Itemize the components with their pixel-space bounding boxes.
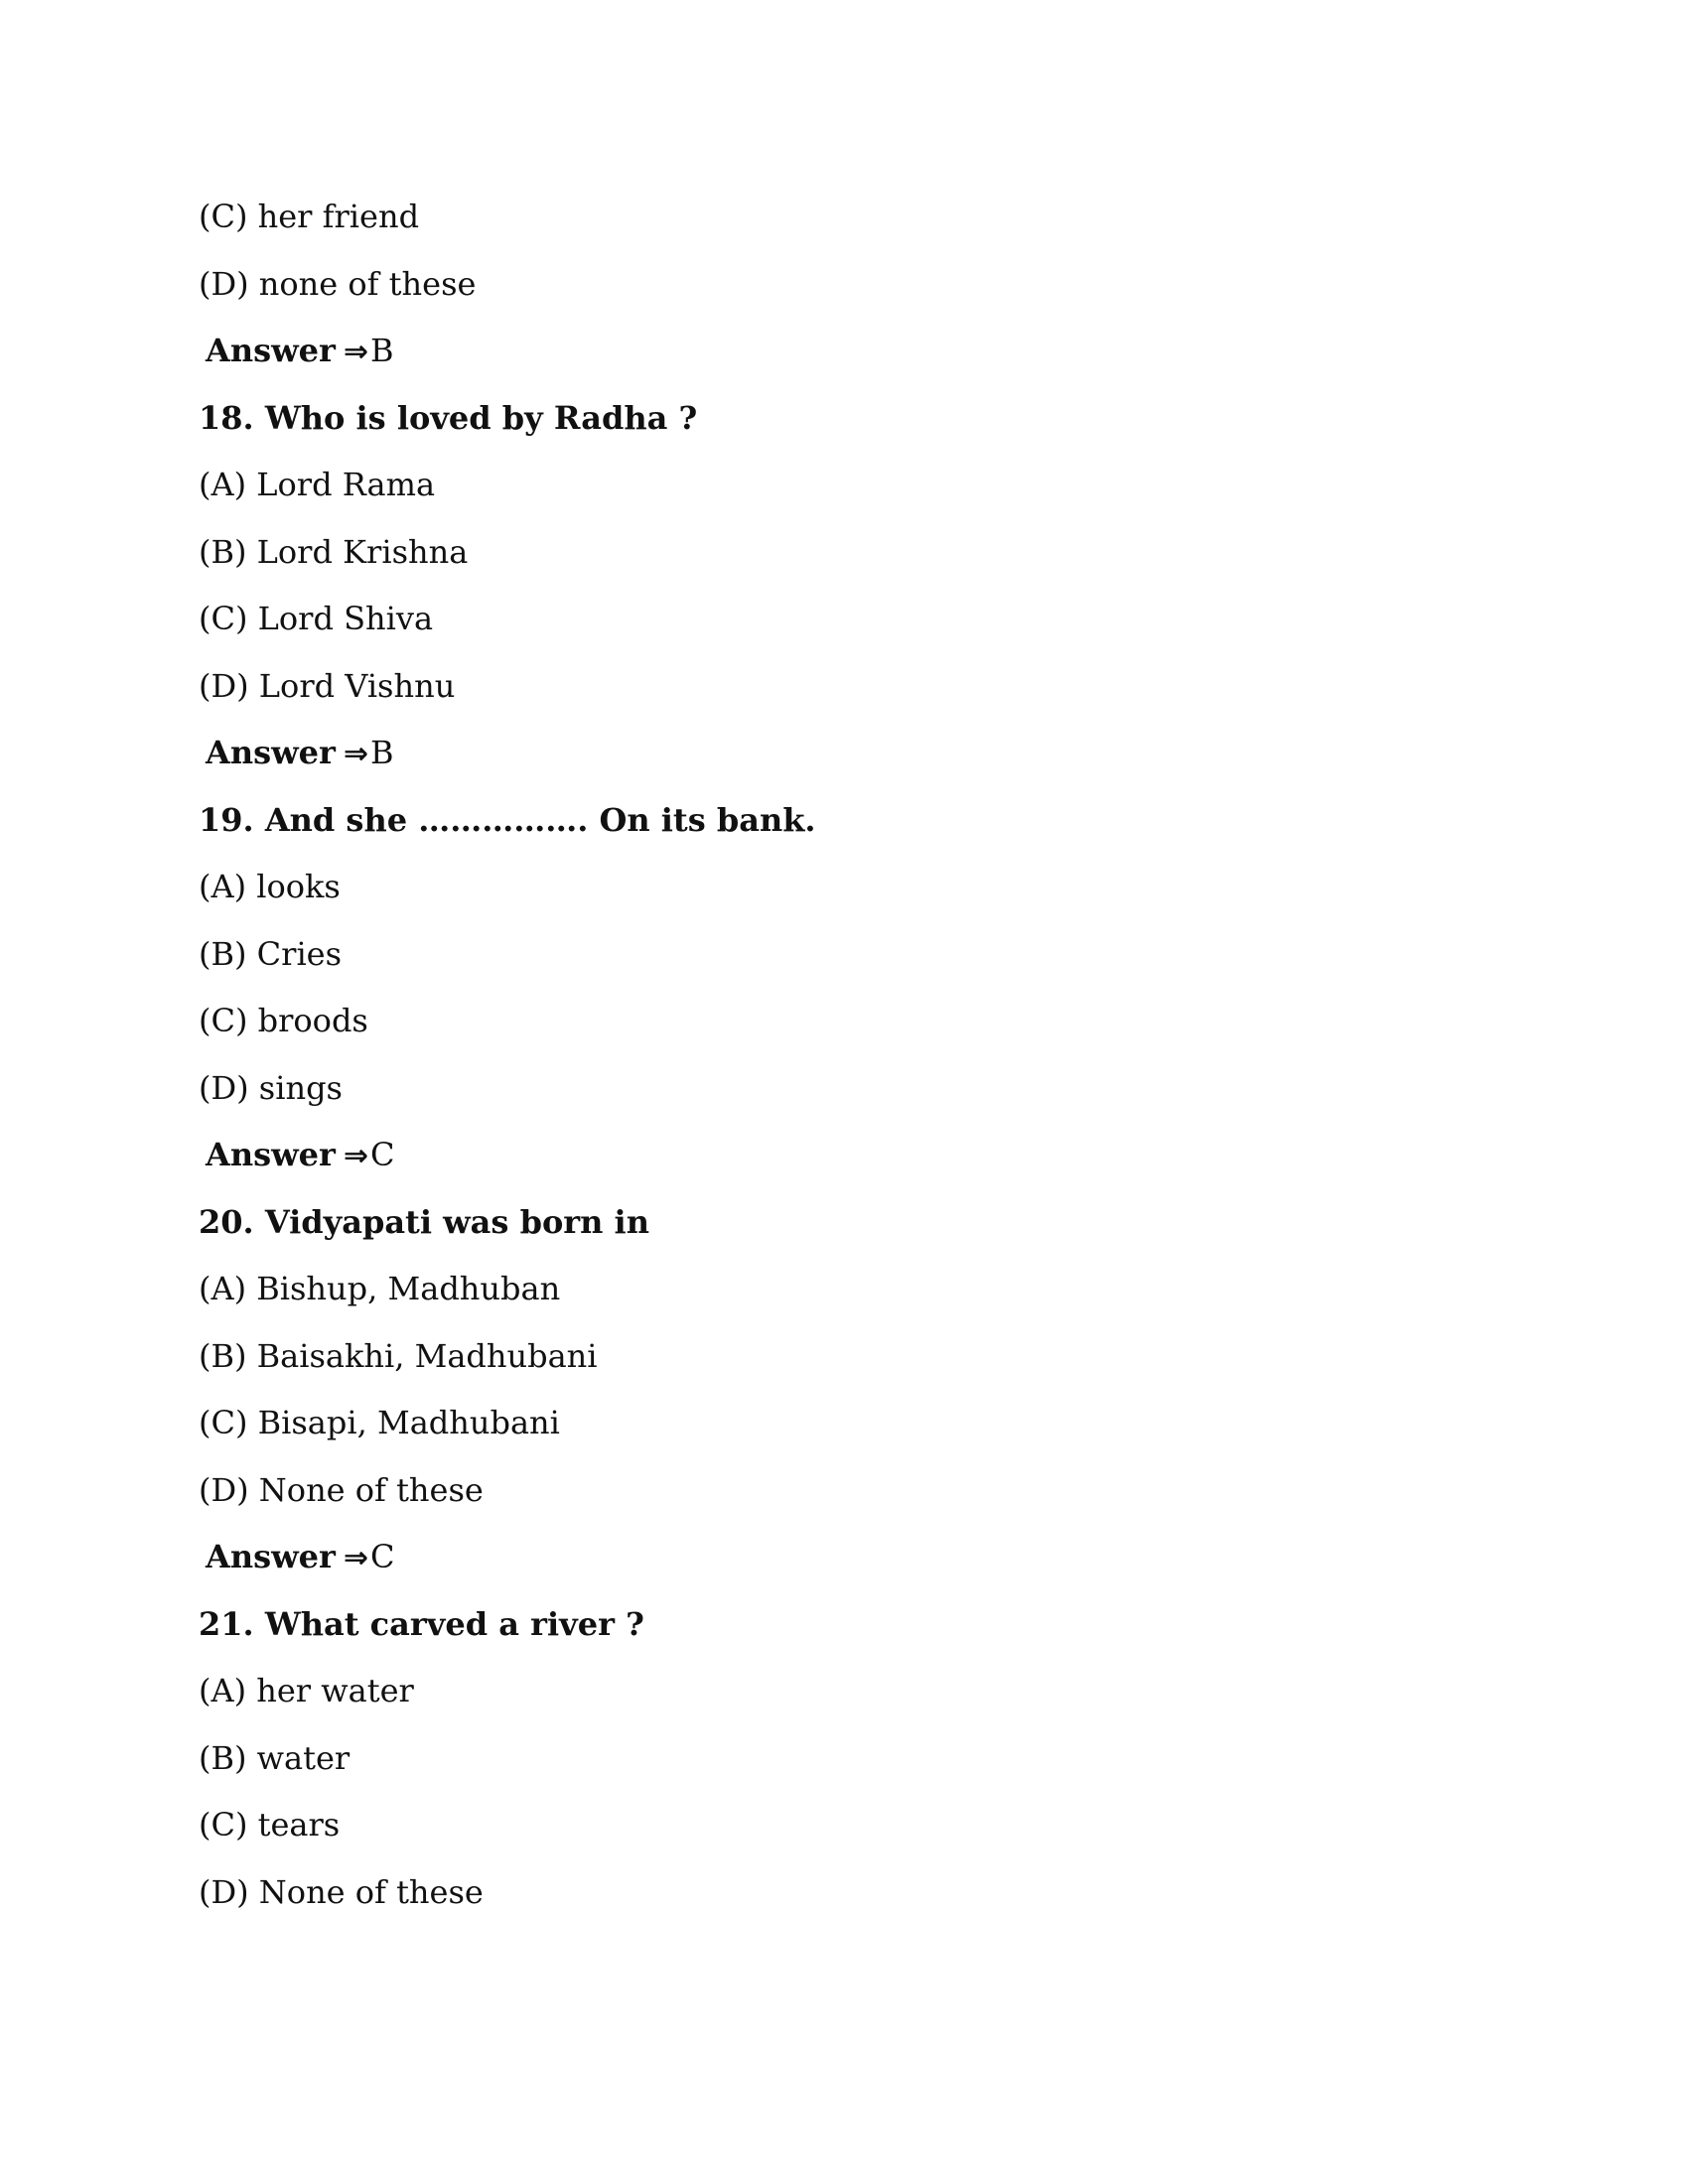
option-a: (A) Lord Rama — [199, 466, 436, 503]
answer-line — [206, 331, 394, 370]
answer-value: C — [370, 1538, 395, 1575]
option-a: (A) Bishup, Madhuban — [199, 1270, 561, 1307]
question-19: 19. And she ……………. On its bank. — [199, 801, 816, 839]
answer-line — [206, 1135, 395, 1174]
option-c: (C) broods — [199, 1002, 368, 1039]
option-b: (B) Lord Krishna — [199, 533, 469, 571]
option-d: (D) sings — [199, 1069, 343, 1107]
option-d: (D) None of these — [199, 1873, 484, 1911]
answer-label: Answer — [206, 734, 336, 771]
question-20: 20. Vidyapati was born in — [199, 1203, 649, 1241]
right-double-arrow-icon: ⇒ — [343, 1541, 369, 1575]
option-c: (C) tears — [199, 1806, 341, 1843]
question-21: 21. What carved a river ? — [199, 1605, 644, 1643]
option-c: (C) Bisapi, Madhubani — [199, 1404, 560, 1441]
answer-label: Answer — [206, 1136, 336, 1173]
answer-label: Answer — [206, 1538, 336, 1575]
option-a: (A) looks — [199, 868, 341, 905]
option-c: (C) Lord Shiva — [199, 600, 434, 637]
option-b: (B) Cries — [199, 935, 343, 973]
option-b: (B) water — [199, 1739, 351, 1777]
option-d: (D) none of these — [199, 265, 477, 303]
option-c: (C) her friend — [199, 198, 420, 235]
right-double-arrow-icon: ⇒ — [343, 737, 369, 771]
answer-label: Answer — [206, 332, 336, 369]
option-d: (D) Lord Vishnu — [199, 667, 456, 705]
option-a: (A) her water — [199, 1672, 414, 1709]
answer-line — [206, 733, 394, 772]
right-double-arrow-icon: ⇒ — [343, 1139, 369, 1173]
right-double-arrow-icon: ⇒ — [343, 335, 369, 369]
question-18: 18. Who is loved by Radha ? — [199, 399, 698, 437]
answer-value: B — [370, 332, 394, 369]
answer-line — [206, 1537, 395, 1576]
answer-value: B — [370, 734, 394, 771]
answer-value: C — [370, 1136, 395, 1173]
option-d: (D) None of these — [199, 1471, 484, 1509]
option-b: (B) Baisakhi, Madhubani — [199, 1337, 598, 1375]
